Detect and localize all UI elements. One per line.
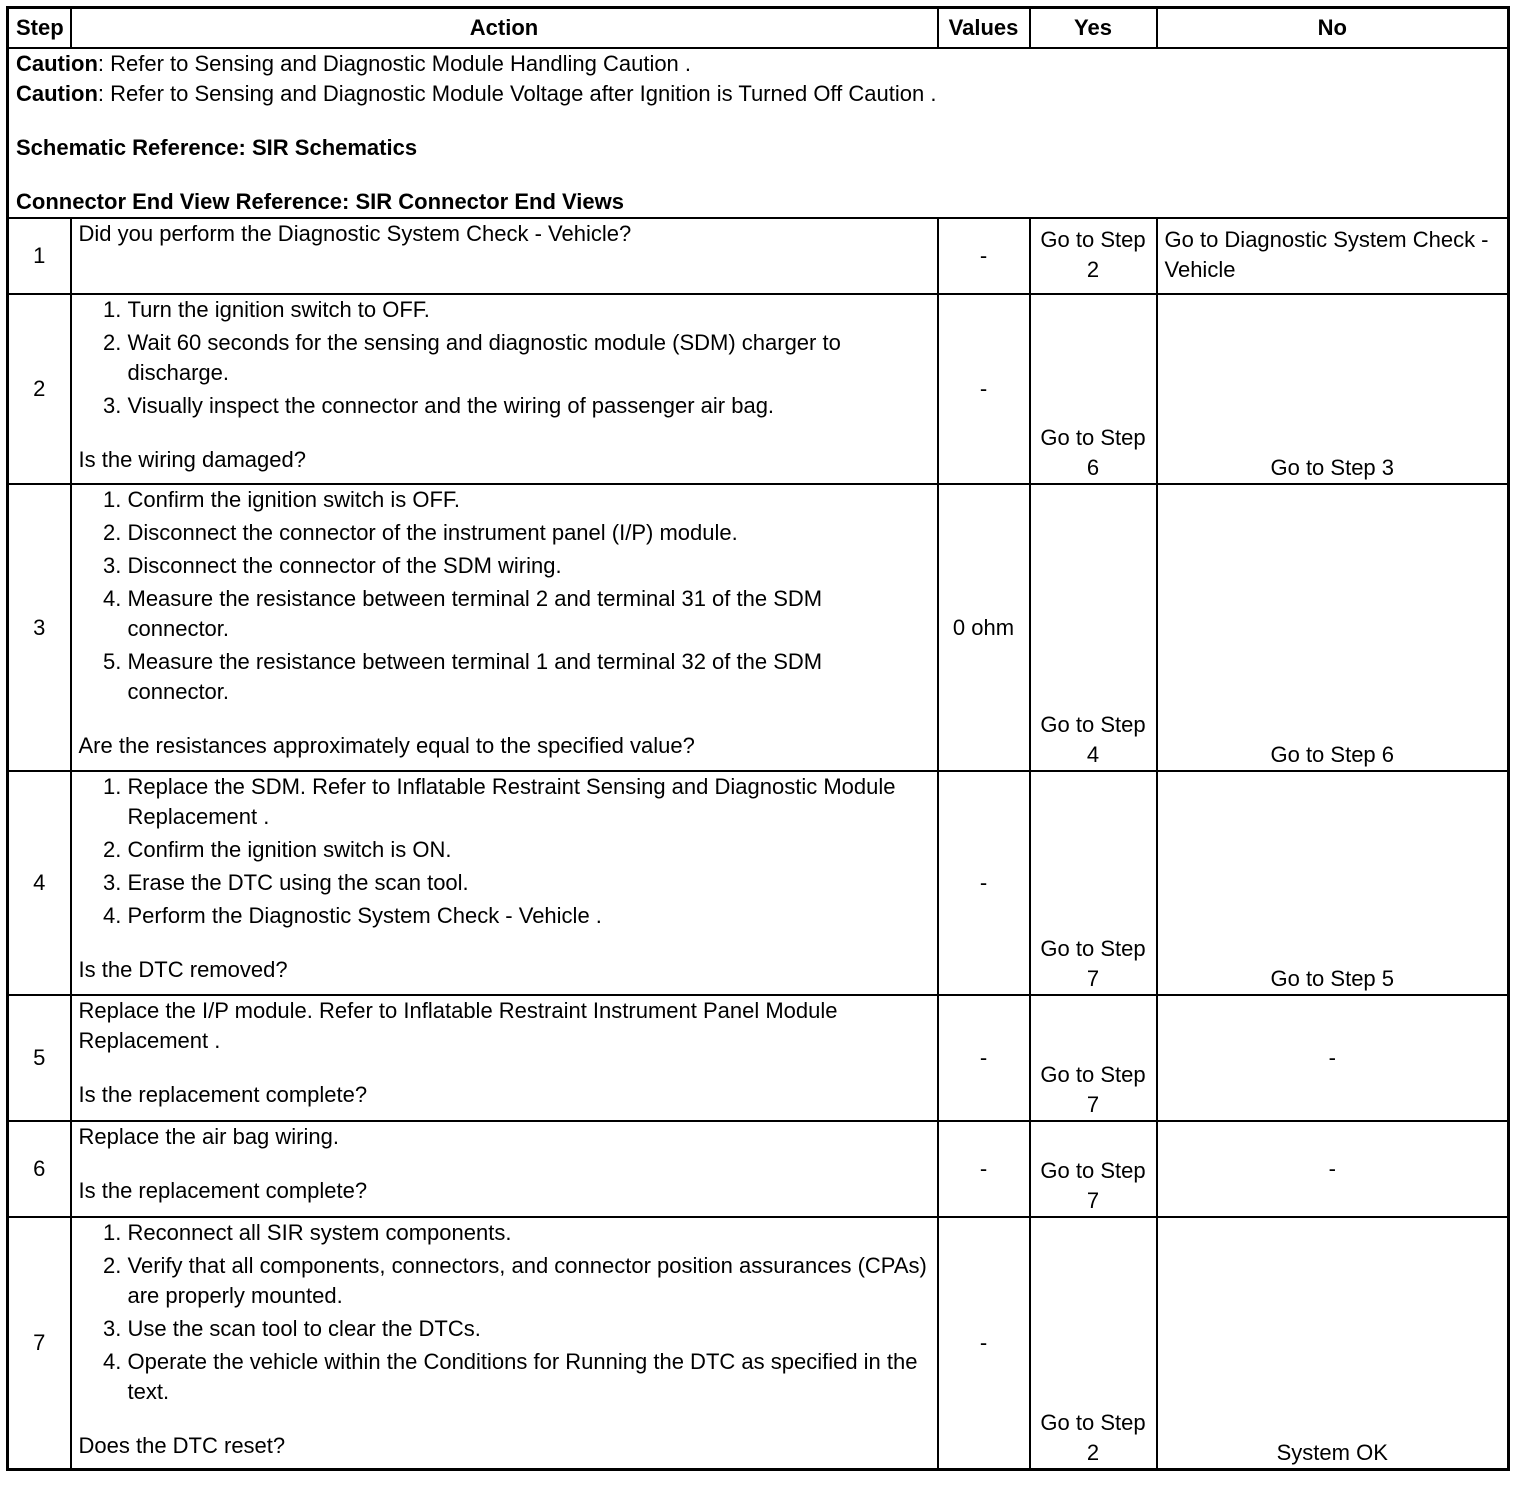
action-list bbox=[79, 772, 930, 931]
caution-label: Caution bbox=[16, 51, 98, 76]
table-row bbox=[8, 484, 1509, 771]
connector-reference: Connector End View Reference: SIR Connector End Views bbox=[16, 189, 624, 214]
caution-label: Caution bbox=[16, 81, 98, 106]
action-question: Is the replacement complete? bbox=[78, 1082, 368, 1107]
values-cell: - bbox=[938, 771, 1030, 995]
caution-text: : Refer to Sensing and Diagnostic Module Voltage after Ignition is Turned Off Caution . bbox=[97, 81, 937, 106]
action-item: 3. Erase the DTC using the scan tool. bbox=[128, 868, 930, 898]
yes-cell: Go to Step 7 bbox=[1030, 771, 1157, 995]
table-row bbox=[8, 1217, 1509, 1470]
table-row bbox=[8, 218, 1509, 294]
yes-cell: Go to Step 7 bbox=[1030, 995, 1157, 1121]
header-values: Values bbox=[938, 8, 1030, 49]
yes-cell: Go to Step 4 bbox=[1030, 484, 1157, 771]
action-item: 4. Perform the Diagnostic System Check - Vehicle . bbox=[128, 901, 930, 931]
action-question: Does the DTC reset? bbox=[78, 1433, 286, 1458]
action-text: Replace the air bag wiring. bbox=[78, 1124, 339, 1149]
action-cell bbox=[71, 995, 938, 1121]
step-number: 4 bbox=[8, 771, 71, 995]
table-row bbox=[8, 294, 1509, 484]
action-item: 2. Disconnect the connector of the instrument panel (I/P) module. bbox=[128, 518, 930, 548]
action-cell bbox=[71, 294, 938, 484]
header-no: No bbox=[1157, 8, 1509, 49]
action-cell bbox=[71, 1121, 938, 1217]
action-item: 3. Visually inspect the connector and the wiring of passenger air bag. bbox=[128, 391, 930, 421]
action-item: 5. Measure the resistance between terminal 1 and terminal 32 of the SDM connector. bbox=[128, 647, 930, 707]
table-row bbox=[8, 1121, 1509, 1217]
action-cell bbox=[71, 771, 938, 995]
caution-text: : Refer to Sensing and Diagnostic Module Handling Caution . bbox=[97, 51, 692, 76]
schematic-reference: Schematic Reference: SIR Schematics bbox=[16, 135, 418, 160]
no-cell: Go to Step 5 bbox=[1157, 771, 1509, 995]
no-cell: - bbox=[1157, 995, 1509, 1121]
action-item: 3. Use the scan tool to clear the DTCs. bbox=[128, 1314, 930, 1344]
yes-cell: Go to Step 2 bbox=[1030, 1217, 1157, 1470]
action-item: 1. Confirm the ignition switch is OFF. bbox=[128, 485, 930, 515]
step-number: 7 bbox=[8, 1217, 71, 1470]
action-item: 3. Disconnect the connector of the SDM wiring. bbox=[128, 551, 930, 581]
step-number: 1 bbox=[8, 218, 71, 294]
yes-cell: Go to Step 2 bbox=[1030, 218, 1157, 294]
action-question: Is the wiring damaged? bbox=[78, 447, 306, 472]
values-cell: 0 ohm bbox=[938, 484, 1030, 771]
caution-1 bbox=[16, 49, 1500, 79]
diagnostic-table bbox=[6, 6, 1510, 1471]
step-number: 2 bbox=[8, 294, 71, 484]
action-item: 4. Measure the resistance between terminal 2 and terminal 31 of the SDM connector. bbox=[128, 584, 930, 644]
no-cell: Go to Step 3 bbox=[1157, 294, 1509, 484]
action-item: 2. Confirm the ignition switch is ON. bbox=[128, 835, 930, 865]
table-row bbox=[8, 771, 1509, 995]
values-cell: - bbox=[938, 218, 1030, 294]
action-question: Is the replacement complete? bbox=[78, 1178, 368, 1203]
action-text: Replace the I/P module. Refer to Inflatable Restraint Instrument Panel Module Replacement . bbox=[78, 998, 838, 1053]
values-cell: - bbox=[938, 294, 1030, 484]
action-list bbox=[79, 1218, 930, 1407]
action-item: 4. Operate the vehicle within the Conditions for Running the DTC as specified in the text. bbox=[128, 1347, 930, 1407]
values-cell: - bbox=[938, 1121, 1030, 1217]
no-cell: Go to Step 6 bbox=[1157, 484, 1509, 771]
table-row bbox=[8, 995, 1509, 1121]
action-list bbox=[79, 295, 930, 421]
no-cell: System OK bbox=[1157, 1217, 1509, 1470]
action-item: 1. Turn the ignition switch to OFF. bbox=[128, 295, 930, 325]
step-number: 6 bbox=[8, 1121, 71, 1217]
action-question: Are the resistances approximately equal to the specified value? bbox=[78, 733, 695, 758]
yes-cell: Go to Step 6 bbox=[1030, 294, 1157, 484]
header-yes: Yes bbox=[1030, 8, 1157, 49]
intro-cell bbox=[8, 48, 1509, 218]
action-cell bbox=[71, 484, 938, 771]
step-number: 3 bbox=[8, 484, 71, 771]
action-text: Did you perform the Diagnostic System Check - Vehicle? bbox=[78, 221, 632, 246]
action-list bbox=[79, 485, 930, 707]
action-item: 2. Verify that all components, connectors, and connector position assurances (CPAs) are properly mounted. bbox=[128, 1251, 930, 1311]
action-item: 1. Replace the SDM. Refer to Inflatable Restraint Sensing and Diagnostic Module Replacement . bbox=[128, 772, 930, 832]
header-row bbox=[8, 8, 1509, 49]
header-step: Step bbox=[8, 8, 71, 49]
action-cell bbox=[71, 1217, 938, 1470]
intro-row bbox=[8, 48, 1509, 218]
caution-2 bbox=[16, 79, 1500, 109]
action-question: Is the DTC removed? bbox=[78, 957, 288, 982]
no-cell: Go to Diagnostic System Check - Vehicle bbox=[1157, 218, 1509, 294]
header-action: Action bbox=[71, 8, 938, 49]
values-cell: - bbox=[938, 995, 1030, 1121]
action-item: 2. Wait 60 seconds for the sensing and diagnostic module (SDM) charger to discharge. bbox=[128, 328, 930, 388]
step-number: 5 bbox=[8, 995, 71, 1121]
action-cell bbox=[71, 218, 938, 294]
values-cell: - bbox=[938, 1217, 1030, 1470]
no-cell: - bbox=[1157, 1121, 1509, 1217]
yes-cell: Go to Step 7 bbox=[1030, 1121, 1157, 1217]
action-item: 1. Reconnect all SIR system components. bbox=[128, 1218, 930, 1248]
